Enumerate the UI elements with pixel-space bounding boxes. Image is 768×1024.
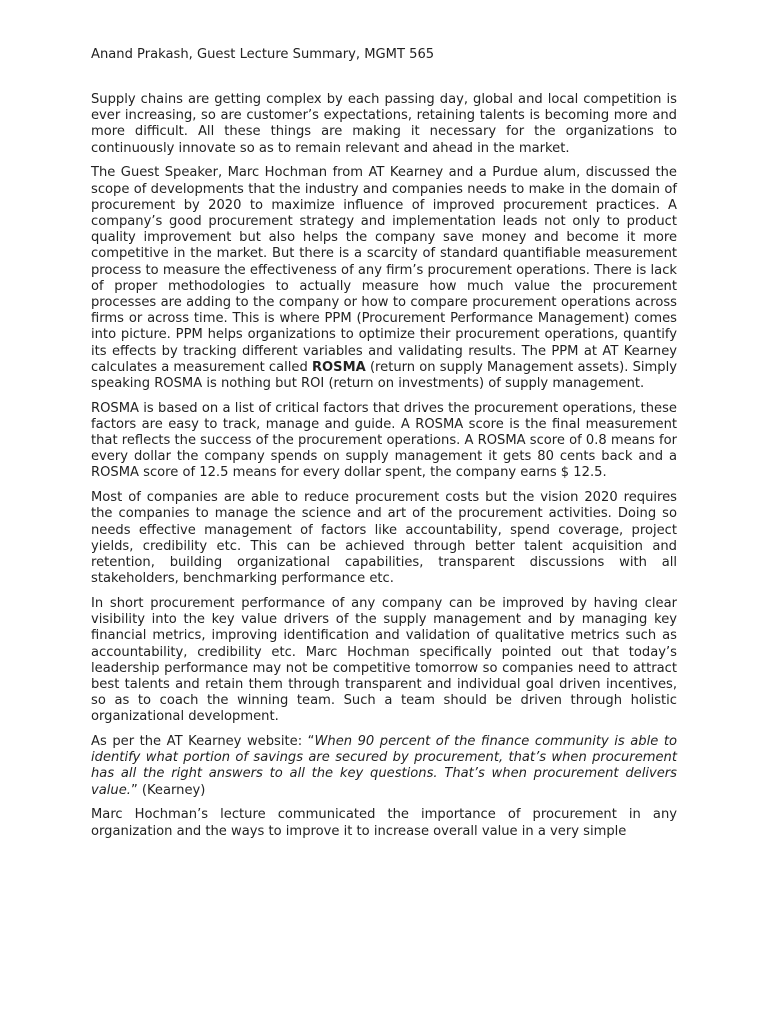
quote-citation: ” (Kearney) [130,782,206,798]
paragraph-conclusion: Marc Hochman’s lecture communicated the importance of procurement in any organization and the ways to improve it to increase overall value in a very simple [91,807,677,839]
paragraph-quote [91,734,677,799]
paragraph-guest-speaker [91,165,677,392]
document-body [91,92,677,848]
quote-lead: As per the AT Kearney website: “ [91,734,315,750]
paragraph-guest-speaker-text: The Guest Speaker, Marc Hochman from AT Kearney and a Purdue alum, discussed the scope of developments that the industry and companies needs to make in the domain of procurement by 2020 to maximize influence of improved procurement practices. A company’s good procurement strategy and implementation leads not only to product quality improvement but also helps the company save money and become it more competitive in the market. But there is a scarcity of standard quantifiable measurement process to measure the effectiveness of any firm’s procurement operations. There is lack of proper methodologies to actually measure how much value the procurement processes are adding to the company or how to compare procurement operations across firms or across time. This is where PPM (Procurement Performance Management) comes into picture. PPM helps organizations to optimize their procurement operations, quantify its effects by tracking different variables and validating results. The PPM at AT Kearney calculates a measurement called [91,165,677,375]
paragraph-vision-2020: Most of companies are able to reduce procurement costs but the vision 2020 requires the companies to manage the science and art of the procurement activities. Doing so needs effective management of factors like accountability, spend coverage, project yields, credibility etc. This can be achieved through better talent acquisition and retention, building organizational capabilities, transparent discussions with all stakeholders, benchmarking performance etc. [91,490,677,587]
paragraph-summary: In short procurement performance of any company can be improved by having clear visibility into the key value drivers of the supply management and by managing key financial metrics, improving identification and validation of qualitative metrics such as accountability, credibility etc. Marc Hochman specifically pointed out that today’s leadership performance may not be competitive tomorrow so companies need to attract best talents and retain them through transparent and individual goal driven incentives, so as to coach the winning team. Such a team should be driven through holistic organizational development. [91,595,677,725]
paragraph-intro: Supply chains are getting complex by each passing day, global and local competition is ever increasing, so are customer’s expectations, retaining talents is becoming more and more difficult. All these things are making it necessary for the organizations to continuously innovate so as to remain relevant and ahead in the market. [91,92,677,156]
document-header: Anand Prakash, Guest Lecture Summary, MGMT 565 [91,47,435,62]
rosma-term: ROSMA [311,359,366,375]
paragraph-rosma: ROSMA is based on a list of critical factors that drives the procurement operations, these factors are easy to track, manage and guide. A ROSMA score is the final measurement that reflects the success of the procurement operations. A ROSMA score of 0.8 means for every dollar the company spends on supply management it gets 80 cents back and a ROSMA score of 12.5 means for every dollar spent, the company earns $ 12.5. [91,400,677,481]
paragraph-guest-speaker-text-end: (return on supply Management assets). Simply speaking ROSMA is nothing but ROI (return on investments) of supply management. [91,359,677,391]
quote-text: When 90 percent of the finance community is able to identify what portion of savings are secured by procurement, that’s when procurement has all the right answers to all the key questions. That’s when procurement delivers value. [91,734,678,798]
